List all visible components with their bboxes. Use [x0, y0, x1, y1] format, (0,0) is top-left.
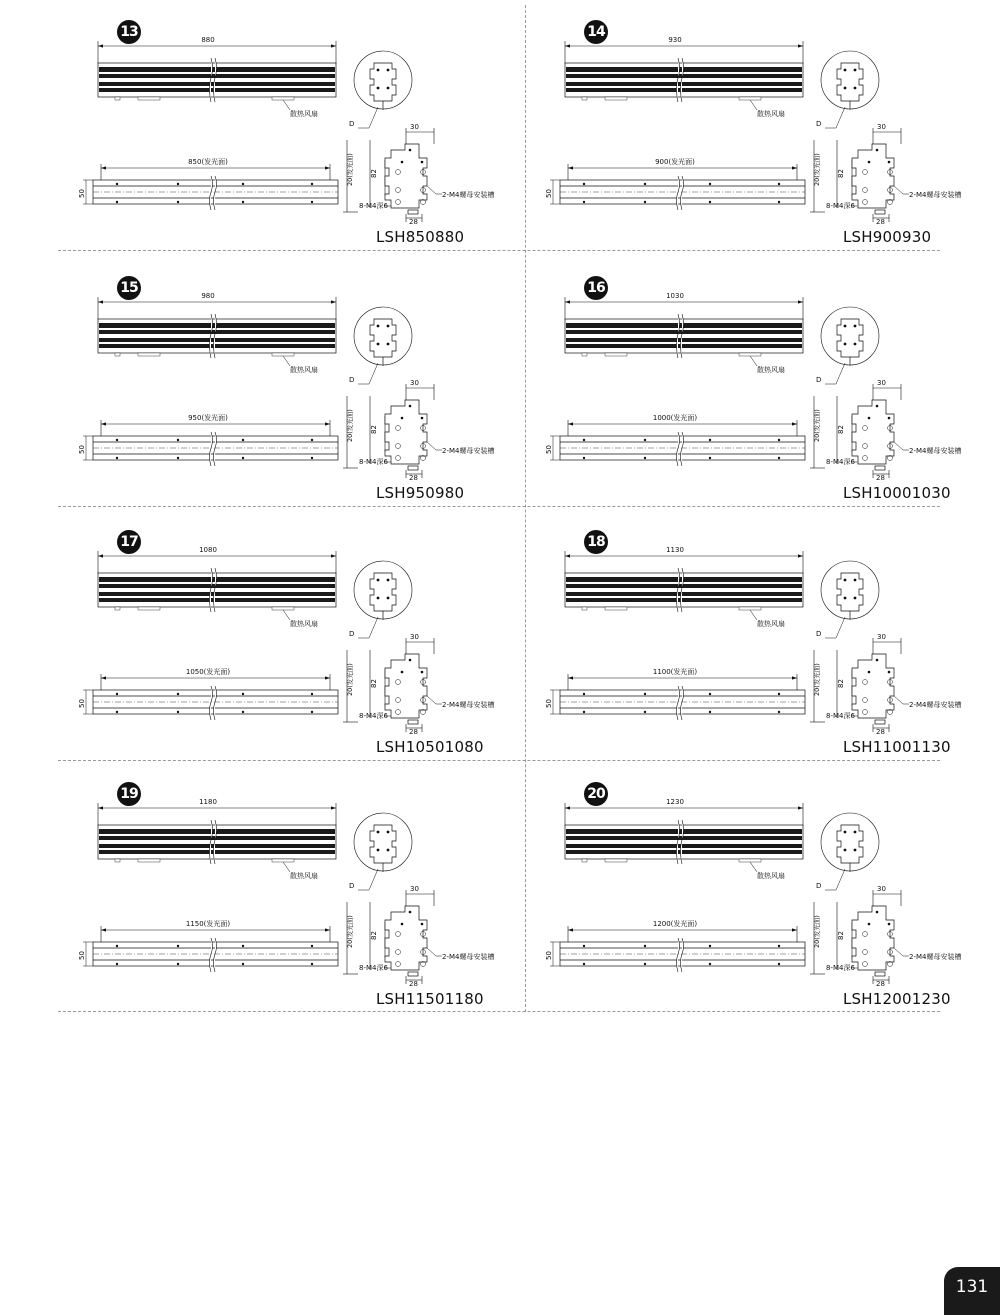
lit-height-label: 20(发光面) [813, 663, 821, 696]
lit-length-label: 950(发光面) [188, 414, 228, 422]
height-dimension-82: 82 [837, 679, 845, 688]
model-number: LSH11001130 [843, 738, 951, 756]
drawing-number-badge: 17 [117, 530, 141, 554]
width-dimension-28: 28 [876, 980, 885, 988]
drawing-number-badge: 13 [117, 20, 141, 44]
model-number: LSH850880 [376, 228, 465, 246]
model-number: LSH900930 [843, 228, 932, 246]
height-dimension-82: 82 [370, 931, 378, 940]
page-number: 131 [944, 1267, 1000, 1315]
height-dimension: 50 [78, 699, 86, 708]
nut-slot-label: 2-M4螺母安装槽 [909, 191, 962, 199]
product-drawing [525, 510, 966, 762]
screw-holes-label: 8-M4深6 [359, 712, 388, 720]
cooling-fan-label: 散热风扇 [757, 110, 785, 118]
cooling-fan-label: 散热风扇 [290, 620, 318, 628]
detail-view-label: D [349, 630, 355, 638]
screw-holes-label: 8-M4深6 [359, 458, 388, 466]
lit-length-label: 1100(发光面) [652, 668, 698, 676]
model-number: LSH950980 [376, 484, 465, 502]
width-dimension-30: 30 [410, 633, 419, 641]
screw-holes-label: 8-M4深6 [826, 712, 855, 720]
width-dimension-28: 28 [409, 728, 418, 736]
height-dimension: 50 [78, 951, 86, 960]
height-dimension-82: 82 [837, 425, 845, 434]
overall-length-label: 930 [668, 36, 682, 44]
cooling-fan-label: 散热风扇 [290, 366, 318, 374]
product-drawing [525, 762, 966, 1014]
product-drawing [525, 0, 966, 252]
lit-length-label: 1050(发光面) [185, 668, 231, 676]
cooling-fan-label: 散热风扇 [757, 872, 785, 880]
width-dimension-28: 28 [409, 218, 418, 226]
width-dimension-28: 28 [409, 980, 418, 988]
product-drawing [58, 256, 499, 508]
nut-slot-label: 2-M4螺母安装槽 [442, 953, 495, 961]
technical-drawing [525, 762, 966, 1014]
width-dimension-30: 30 [410, 379, 419, 387]
lit-length-label: 900(发光面) [655, 158, 695, 166]
drawing-grid [58, 0, 962, 1012]
lit-length-label: 850(发光面) [188, 158, 228, 166]
technical-drawing [58, 256, 499, 508]
technical-drawing [58, 762, 499, 1014]
height-dimension-82: 82 [370, 169, 378, 178]
width-dimension-28: 28 [876, 474, 885, 482]
width-dimension-28: 28 [876, 218, 885, 226]
screw-holes-label: 8-M4深6 [826, 964, 855, 972]
screw-holes-label: 8-M4深6 [359, 202, 388, 210]
lit-height-label: 20(发光面) [346, 915, 354, 948]
model-number: LSH10001030 [843, 484, 951, 502]
technical-drawing [58, 510, 499, 762]
technical-drawing [525, 0, 966, 252]
width-dimension-30: 30 [877, 885, 886, 893]
model-number: LSH10501080 [376, 738, 484, 756]
nut-slot-label: 2-M4螺母安装槽 [442, 191, 495, 199]
cooling-fan-label: 散热风扇 [757, 366, 785, 374]
cooling-fan-label: 散热风扇 [290, 872, 318, 880]
model-number: LSH12001230 [843, 990, 951, 1008]
width-dimension-30: 30 [877, 379, 886, 387]
lit-length-label: 1000(发光面) [652, 414, 698, 422]
width-dimension-30: 30 [410, 123, 419, 131]
lit-height-label: 20(发光面) [813, 915, 821, 948]
lit-length-label: 1200(发光面) [652, 920, 698, 928]
nut-slot-label: 2-M4螺母安装槽 [442, 701, 495, 709]
drawing-number-badge: 16 [584, 276, 608, 300]
detail-view-label: D [816, 376, 822, 384]
product-drawing [58, 762, 499, 1014]
overall-length-label: 1130 [666, 546, 684, 554]
height-dimension: 50 [545, 189, 553, 198]
product-drawing [58, 510, 499, 762]
drawing-number-badge: 15 [117, 276, 141, 300]
height-dimension-82: 82 [837, 169, 845, 178]
detail-view-label: D [816, 882, 822, 890]
nut-slot-label: 2-M4螺母安装槽 [442, 447, 495, 455]
technical-drawing [525, 510, 966, 762]
lit-height-label: 20(发光面) [813, 409, 821, 442]
lit-height-label: 20(发光面) [346, 663, 354, 696]
detail-view-label: D [816, 630, 822, 638]
overall-length-label: 1180 [199, 798, 217, 806]
width-dimension-30: 30 [877, 123, 886, 131]
screw-holes-label: 8-M4深6 [826, 458, 855, 466]
overall-length-label: 880 [201, 36, 215, 44]
lit-length-label: 1150(发光面) [185, 920, 231, 928]
width-dimension-30: 30 [877, 633, 886, 641]
height-dimension: 50 [545, 445, 553, 454]
product-drawing [525, 256, 966, 508]
screw-holes-label: 8-M4深6 [826, 202, 855, 210]
overall-length-label: 980 [201, 292, 215, 300]
width-dimension-28: 28 [409, 474, 418, 482]
width-dimension-30: 30 [410, 885, 419, 893]
width-dimension-28: 28 [876, 728, 885, 736]
drawing-number-badge: 18 [584, 530, 608, 554]
model-number: LSH11501180 [376, 990, 484, 1008]
technical-drawing [525, 256, 966, 508]
screw-holes-label: 8-M4深6 [359, 964, 388, 972]
detail-view-label: D [816, 120, 822, 128]
height-dimension-82: 82 [370, 425, 378, 434]
lit-height-label: 20(发光面) [346, 409, 354, 442]
product-drawing [58, 0, 499, 252]
overall-length-label: 1080 [199, 546, 217, 554]
detail-view-label: D [349, 376, 355, 384]
technical-drawing [58, 0, 499, 252]
drawing-number-badge: 19 [117, 782, 141, 806]
overall-length-label: 1030 [666, 292, 684, 300]
height-dimension: 50 [545, 951, 553, 960]
height-dimension: 50 [545, 699, 553, 708]
detail-view-label: D [349, 120, 355, 128]
nut-slot-label: 2-M4螺母安装槽 [909, 447, 962, 455]
height-dimension: 50 [78, 445, 86, 454]
nut-slot-label: 2-M4螺母安装槽 [909, 953, 962, 961]
height-dimension: 50 [78, 189, 86, 198]
lit-height-label: 20(发光面) [346, 153, 354, 186]
lit-height-label: 20(发光面) [813, 153, 821, 186]
overall-length-label: 1230 [666, 798, 684, 806]
nut-slot-label: 2-M4螺母安装槽 [909, 701, 962, 709]
detail-view-label: D [349, 882, 355, 890]
drawing-number-badge: 14 [584, 20, 608, 44]
cooling-fan-label: 散热风扇 [290, 110, 318, 118]
height-dimension-82: 82 [370, 679, 378, 688]
height-dimension-82: 82 [837, 931, 845, 940]
drawing-number-badge: 20 [584, 782, 608, 806]
cooling-fan-label: 散热风扇 [757, 620, 785, 628]
